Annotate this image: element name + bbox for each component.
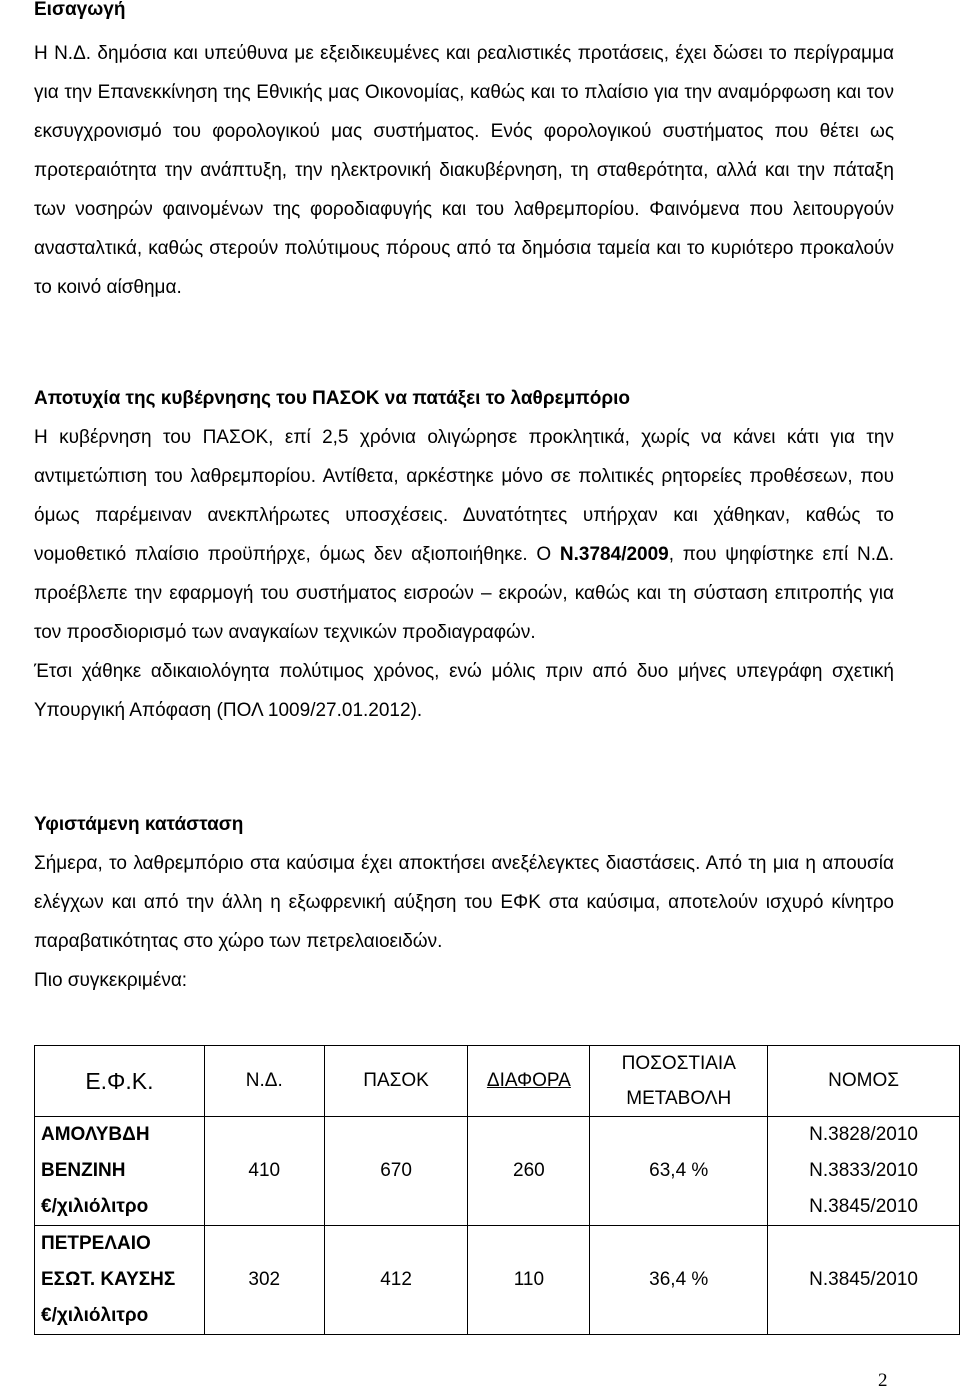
law-cell: Ν.3845/2010 [768,1226,960,1335]
nd-value: 410 [204,1117,324,1226]
failure-section-body [34,418,894,730]
law-reference: Ν.3784/2009 [559,544,669,565]
diff-value: 110 [468,1226,590,1335]
current-state-closing: Πιο συγκεκριμένα: [34,970,188,991]
failure-paragraph [34,418,894,652]
header-pasok: ΠΑΣΟΚ [324,1046,468,1117]
header-diff: ΔΙΑΦΟΡΑ [468,1046,590,1117]
header-law: ΝΟΜΟΣ [768,1046,960,1117]
header-nd: Ν.Δ. [204,1046,324,1117]
pasok-value: 670 [324,1117,468,1226]
header-efk: Ε.Φ.Κ. [35,1046,205,1117]
current-state-paragraph: Σήμερα, το λαθρεμπόριο στα καύσιμα έχει αποκτήσει ανεξέλεγκτες διαστάσεις. Από τη μια η απουσία ελέγχων και από την άλλη η εξωφρενική αύξηση του ΕΦΚ στα καύσιμα, αποτελούν ισχυρό κίνητρο παραβατικότητας στο χώρο των πετρελαιοειδών. [34,853,894,952]
current-state-body [34,844,894,1000]
intro-heading: Εισαγωγή [34,0,126,20]
fuel-name-cell: ΑΜΟΛΥΒΔΗ ΒΕΝΖΙΝΗ €/χιλιόλιτρο [35,1117,205,1226]
percent-value: 36,4 % [590,1226,768,1335]
failure-heading: Αποτυχία της κυβέρνησης του ΠΑΣΟΚ να πατάξει το λαθρεμπόριο [34,388,631,409]
header-percent-change: ΠΟΣΟΣΤΙΑΙΑ ΜΕΤΑΒΟΛΗ [590,1046,768,1117]
law-cell: Ν.3828/2010 Ν.3833/2010 Ν.3845/2010 [768,1117,960,1226]
nd-value: 302 [204,1226,324,1335]
intro-paragraph: Η Ν.Δ. δημόσια και υπεύθυνα με εξειδικευμένες και ρεαλιστικές προτάσεις, έχει δώσει το περίγραμμα για την Επανεκκίνηση της Εθνικής μας Οικονομίας, καθώς και το πλαίσιο για την αναμόρφωση και τον εκσυγχρονισμό του φορολογικού μας συστήματος. Ενός φορολογικού συστήματος που θέτει ως προτεραιότητα την ανάπτυξη, την ηλεκτρονική διακυβέρνηση, τη σταθερότητα, αλλά και την πάταξη των νοσηρών φαινομένων της φοροδιαφυγής και του λαθρεμπορίου. Φαινόμενα που λειτουργούν ανασταλτικά, καθώς στερούν πολύτιμους πόρους από τα δημόσια ταμεία και το κυριότερο προκαλούν το κοινό αίσθημα. [34,43,894,298]
current-state-heading: Υφιστάμενη κατάσταση [34,814,244,835]
page-number: 2 [878,1370,888,1391]
percent-value: 63,4 % [590,1117,768,1226]
diff-value: 260 [468,1117,590,1226]
failure-text-2: , που ψηφίστηκε επί Ν.Δ. προέβλεπε την εφαρμογή του συστήματος εισροών – εκροών, καθώς και τη σύσταση επιτροπής για τον προσδιορισμό των αναγκαίων τεχνικών προδιαγραφών. [34,544,894,643]
failure-paragraph-2: Έτσι χάθηκε αδικαιολόγητα πολύτιμος χρόνος, ενώ μόλις πριν από δυο μήνες υπεγράφη σχετική Υπουργική Απόφαση (ΠΟΛ 1009/27.01.2012). [34,661,894,721]
table-row [35,1117,960,1226]
failure-text-1: Η κυβέρνηση του ΠΑΣΟΚ, επί 2,5 χρόνια ολιγώρησε προκλητικά, χωρίς να κάνει κάτι για την αντιμετώπιση του λαθρεμπορίου. Αντίθετα, αρκέστηκε μόνο σε πολιτικές ρητορείες προθέσεων, που όμως παρέμειναν ανεκπλήρωτες υποσχέσεις. Δυνατότητες υπήρχαν και χάθηκαν, καθώς το νομοθετικό πλαίσιο προϋπήρχε, όμως δεν αξιοποιήθηκε. Ο [34,427,894,565]
pasok-value: 412 [324,1226,468,1335]
table-header-row [35,1046,960,1117]
fuel-tax-table [34,1045,960,1335]
fuel-name-cell: ΠΕΤΡΕΛΑΙΟ ΕΣΩΤ. ΚΑΥΣΗΣ €/χιλιόλιτρο [35,1226,205,1335]
table-row [35,1226,960,1335]
